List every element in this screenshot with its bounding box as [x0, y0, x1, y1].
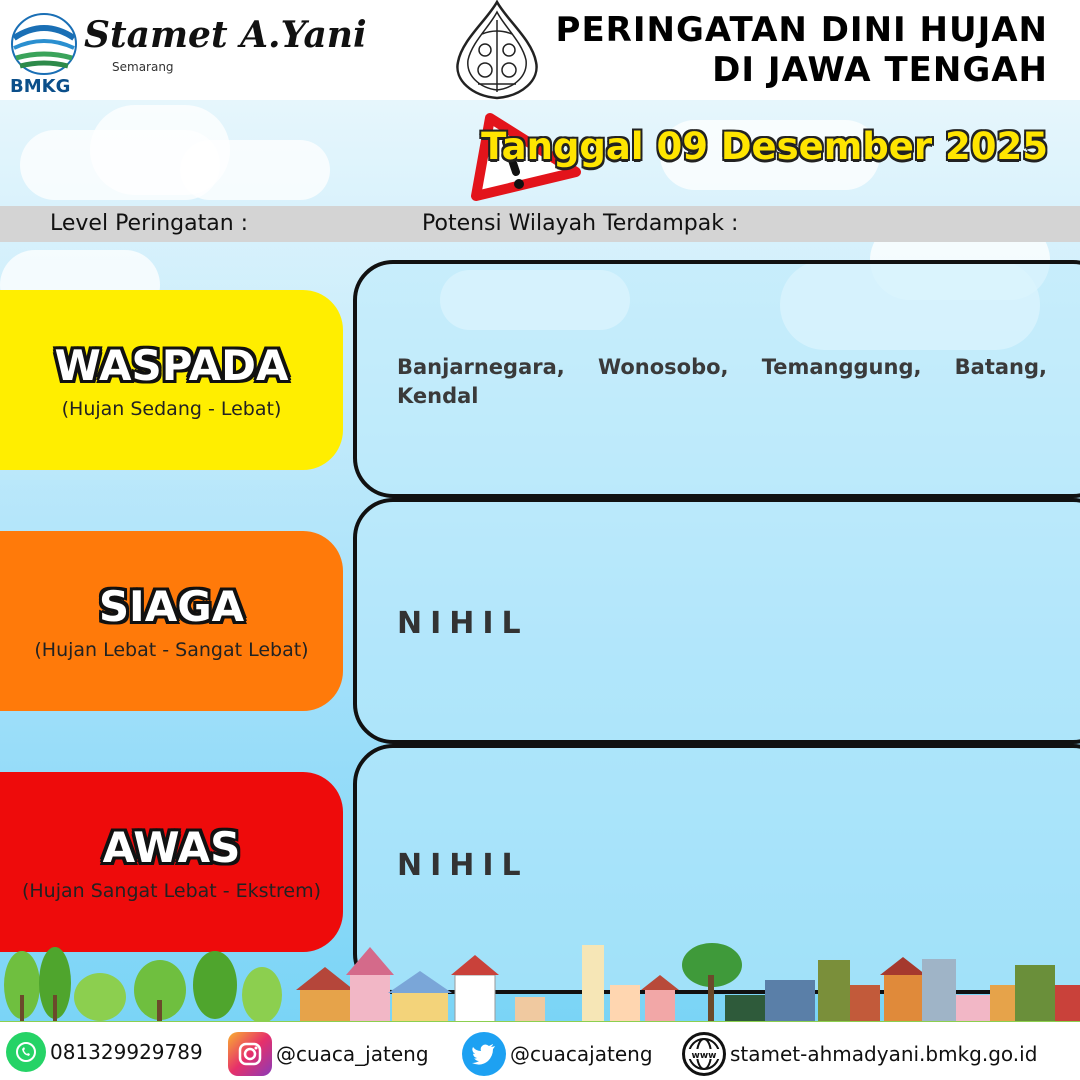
awas-areas: NIHIL [397, 848, 529, 883]
title-line-1: PERINGATAN DINI HUJAN [555, 10, 1048, 50]
twitter-handle: @cuacajateng [510, 1042, 653, 1066]
waspada-area-box [353, 260, 1080, 498]
brand-name: Stamet A.Yani [84, 14, 367, 56]
waspada-areas-line-1: Banjarnegara, Wonosobo, Temanggung, Batang, [397, 355, 1047, 379]
level-waspada-title: WASPADA [54, 340, 289, 390]
header [0, 0, 1080, 100]
level-column-label: Level Peringatan : [50, 211, 249, 236]
gunungan-icon [452, 0, 542, 100]
whatsapp-number: 081329929789 [50, 1040, 203, 1064]
whatsapp-icon [6, 1032, 46, 1072]
level-waspada [0, 290, 343, 470]
instagram-handle: @cuaca_jateng [276, 1042, 429, 1066]
instagram-contact[interactable] [228, 1032, 429, 1076]
date-label: Tanggal 09 Desember 2025 [481, 125, 1048, 168]
level-awas-description: (Hujan Sangat Lebat - Ekstrem) [21, 879, 322, 902]
svg-text:www: www [691, 1051, 717, 1061]
brand-subtitle: Semarang [112, 60, 174, 74]
level-siaga [0, 531, 343, 711]
level-waspada-description: (Hujan Sedang - Lebat) [61, 397, 282, 420]
title-line-2: DI JAWA TENGAH [712, 50, 1048, 90]
level-siaga-description: (Hujan Lebat - Sangat Lebat) [34, 638, 309, 661]
globe-www-icon [682, 1032, 726, 1076]
area-column-label: Potensi Wilayah Terdampak : [422, 211, 739, 236]
whatsapp-contact[interactable] [6, 1032, 203, 1072]
website-url: stamet-ahmadyani.bmkg.go.id [730, 1042, 1038, 1066]
level-awas-title: AWAS [102, 822, 241, 872]
siaga-area-box [353, 498, 1080, 744]
town-illustration [0, 935, 1080, 1030]
footer [0, 1022, 1080, 1080]
twitter-contact[interactable] [462, 1032, 653, 1076]
instagram-icon [228, 1032, 272, 1076]
level-siaga-title: SIAGA [98, 581, 245, 631]
waspada-areas-line-2: Kendal [397, 384, 479, 408]
website-contact[interactable] [682, 1032, 1037, 1076]
level-awas [0, 772, 343, 952]
bmkg-logo-text: BMKG [10, 76, 71, 97]
siaga-areas: NIHIL [397, 606, 529, 641]
twitter-icon [462, 1032, 506, 1076]
